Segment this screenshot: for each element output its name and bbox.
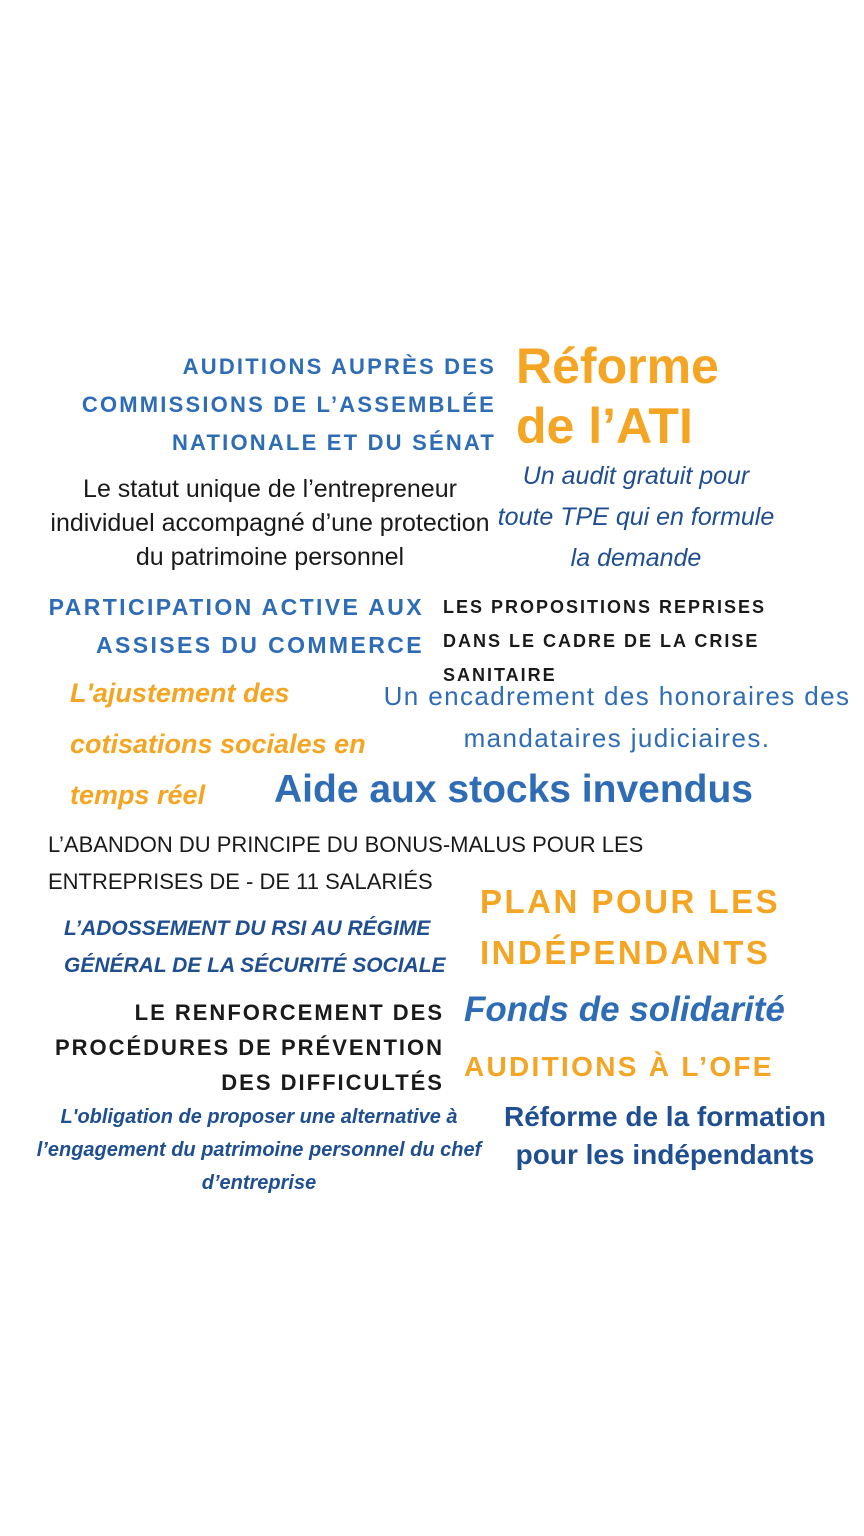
phrase-participation-assises: PARTICIPATION ACTIVE AUX ASSISES DU COMMERCE bbox=[48, 594, 424, 658]
phrase-ajustement-cotisations: L'ajustement des cotisations sociales en temps réel bbox=[70, 678, 366, 810]
phrase-aide-stocks: Aide aux stocks invendus bbox=[274, 768, 753, 811]
phrase-audit-gratuit: Un audit gratuit pour toute TPE qui en formule la demande bbox=[497, 462, 775, 572]
phrase-renforcement-procedures: LE RENFORCEMENT DES PROCÉDURES DE PRÉVENTION DES DIFFICULTÉS bbox=[54, 1000, 444, 1095]
phrase-propositions-crise: LES PROPOSITIONS REPRISES DANS LE CADRE DE LA CRISE SANITAIRE bbox=[443, 597, 767, 685]
phrase-reforme-ati: Réforme de l’ATI bbox=[516, 338, 719, 454]
phrase-fonds-solidarite: Fonds de solidarité bbox=[464, 990, 785, 1029]
phrase-statut-unique: Le statut unique de l’entrepreneur individuel accompagné d’une protection du patrimoine personnel bbox=[50, 475, 490, 571]
phrase-plan-independants: PLAN POUR LES INDÉPENDANTS bbox=[480, 883, 781, 971]
phrase-adossement-rsi: L’ADOSSEMENT DU RSI AU RÉGIME GÉNÉRAL DE LA SÉCURITÉ SOCIALE bbox=[64, 917, 446, 977]
phrase-reforme-formation: Réforme de la formation pour les indépendants bbox=[503, 1101, 827, 1170]
phrase-auditions-commissions: AUDITIONS AUPRÈS DES COMMISSIONS DE L’ASSEMBLÉE NATIONALE ET DU SÉNAT bbox=[81, 354, 496, 455]
phrase-encadrement-honoraires: Un encadrement des honoraires des mandataires judiciaires. bbox=[383, 681, 851, 753]
phrase-auditions-ofe: AUDITIONS À L’OFE bbox=[464, 1051, 774, 1082]
phrase-abandon-bonus-malus: L’ABANDON DU PRINCIPE DU BONUS-MALUS POUR LES ENTREPRISES DE - DE 11 SALARIÉS bbox=[48, 832, 644, 894]
phrase-obligation-alternative: L'obligation de proposer une alternative à l’engagement du patrimoine personnel du chef d’entreprise bbox=[36, 1106, 482, 1194]
